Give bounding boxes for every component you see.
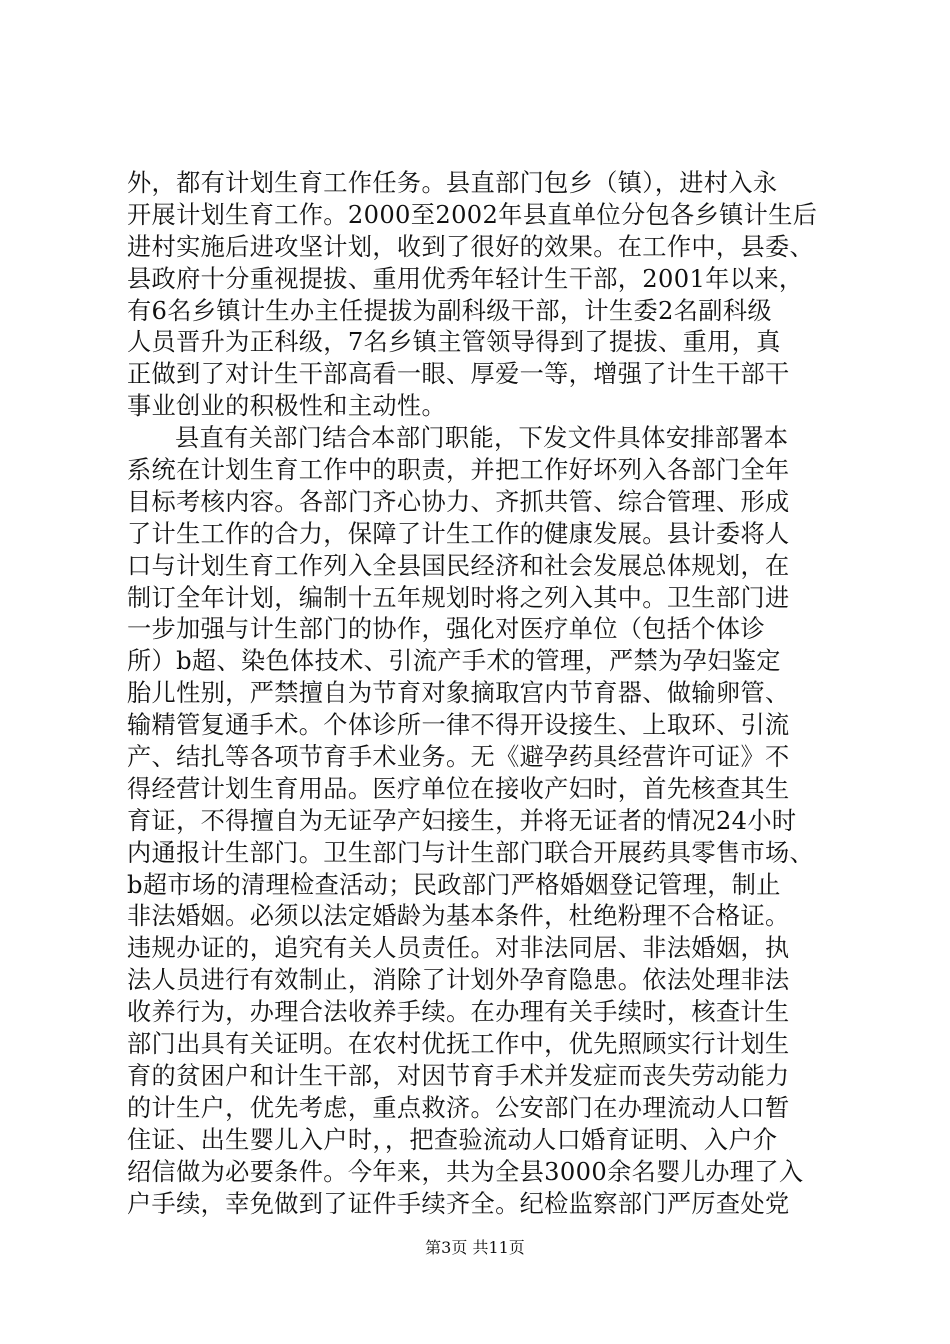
text-line: 胎儿性别，严禁擅自为节育对象摘取宫内节育器、做输卵管、 [127,679,790,708]
text-line: 收养行为，办理合法收养手续。在办理有关手续时，核查计生 [127,998,790,1027]
text-line: 了计生工作的合力，保障了计生工作的健康发展。县计委将人 [127,519,790,548]
text-line: 县直有关部门结合本部门职能，下发文件具体安排部署本 [175,424,789,453]
body-text [127,168,827,1220]
text-line: 正做到了对计生干部高看一眼、厚爱一等，增强了计生干部干 [127,360,790,389]
text-line: 育证，不得擅自为无证孕产妇接生，并将无证者的情况24小时 [127,806,797,835]
text-line: 事业创业的积极性和主动性。 [127,392,446,421]
text-line: 外，都有计划生育工作任务。县直部门包乡（镇），进村入永 [127,169,778,197]
text-line: 所）b超、染色体技术、引流产手术的管理，严禁为孕妇鉴定 [127,647,781,676]
text-line: 非法婚姻。必须以法定婚龄为基本条件，杜绝粉理不合格证。 [127,902,790,931]
text-line: 得经营计划生育用品。医疗单位在接收产妇时，首先核查其生 [127,774,790,803]
text-line: 人员晋升为正科级，7名乡镇主管领导得到了提拔、重用，真 [127,328,781,357]
text-line: 住证、出生婴儿入户时，，把查验流动人口婚育证明、入户介 [127,1125,778,1154]
page-footer: 第3页 共11页 [425,1238,525,1257]
text-line: 输精管复通手术。个体诊所一律不得开设接生、上取环、引流 [127,711,790,740]
text-line: 违规办证的，追究有关人员责任。对非法同居、非法婚姻，执 [127,934,790,963]
text-line: 部门出具有关证明。在农村优抚工作中，优先照顾实行计划生 [127,1030,790,1059]
text-line: b超市场的清理检查活动；民政部门严格婚姻登记管理，制止 [127,870,781,899]
text-line: 内通报计生部门。卫生部门与计生部门联合开展药具零售市场、 [127,838,815,867]
text-line: 口与计划生育工作列入全县国民经济和社会发展总体规划，在 [127,551,790,580]
text-line: 县政府十分重视提拔、重用优秀年轻计生干部，2001年以来， [127,264,804,293]
text-line: 目标考核内容。各部门齐心协力、齐抓共管、综合管理、形成 [127,487,790,516]
text-line: 绍信做为必要条件。今年来，共为全县3000余名婴儿办理了入 [127,1157,804,1186]
text-line: 法人员进行有效制止，消除了计划外孕育隐患。依法处理非法 [127,966,790,995]
text-line: 的计生户，优先考虑，重点救济。公安部门在办理流动人口暂 [127,1093,790,1122]
text-line: 系统在计划生育工作中的职责，并把工作好坏列入各部门全年 [127,456,790,485]
text-line: 育的贫困户和计生干部，对因节育手术并发症而丧失劳动能力 [127,1061,790,1090]
text-line: 开展计划生育工作。2000至2002年县直单位分包各乡镇计生后 [127,200,818,229]
text-line: 户手续，幸免做到了证件手续齐全。纪检监察部门严厉查处党 [127,1189,790,1218]
text-line: 一步加强与计生部门的协作，强化对医疗单位（包括个体诊 [127,615,765,644]
text-line: 产、结扎等各项节育手术业务。无《避孕药具经营许可证》不 [127,743,790,772]
text-line: 制订全年计划，编制十五年规划时将之列入其中。卫生部门进 [127,583,790,612]
text-line: 进村实施后进攻坚计划，收到了很好的效果。在工作中，县委、 [127,232,815,261]
text-line: 有6名乡镇计生办主任提拔为副科级干部，计生委2名副科级 [127,296,772,325]
